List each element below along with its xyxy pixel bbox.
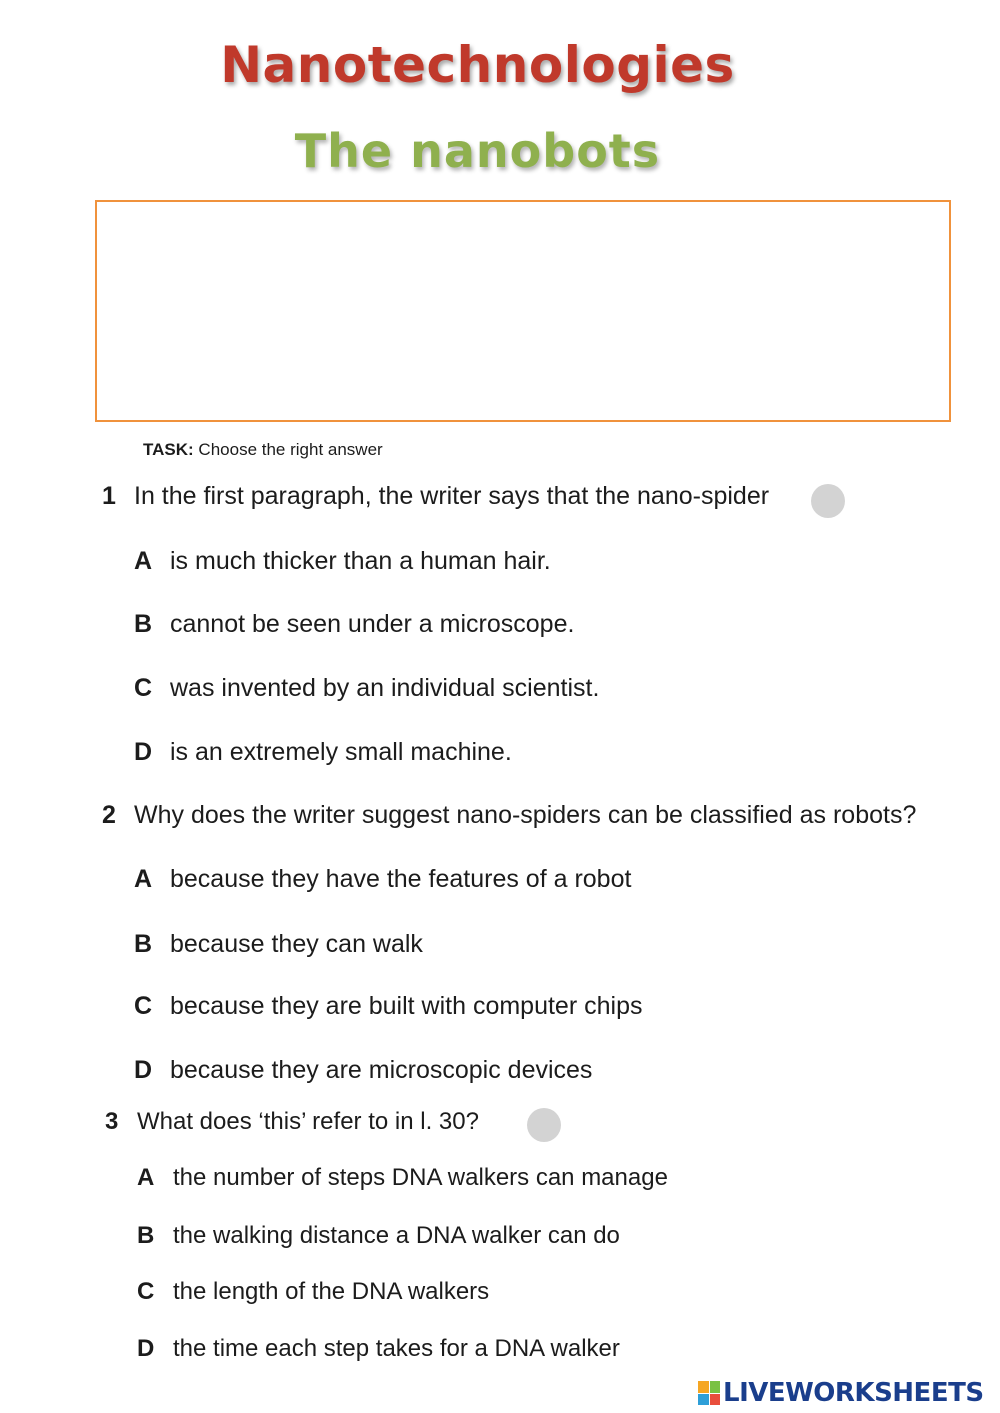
- option-letter: B: [137, 1222, 155, 1249]
- option-2c: [134, 992, 642, 1021]
- liveworksheets-logo-icon: [698, 1381, 720, 1405]
- worksheet-subtitle: The nanobots: [294, 124, 661, 178]
- option-2b: [134, 930, 423, 959]
- worksheet-title: Nanotechnologies: [220, 36, 735, 94]
- option-3d: [137, 1335, 620, 1363]
- logo-text: LIVEWORKSHEETS: [723, 1378, 984, 1408]
- answer-dropdown-3[interactable]: [527, 1108, 561, 1142]
- task-instruction: [143, 440, 383, 460]
- option-text: because they have the features of a robot: [170, 865, 632, 893]
- option-3c: [137, 1278, 489, 1306]
- option-text: because they are built with computer chips: [170, 992, 643, 1020]
- question-2: [102, 801, 916, 830]
- option-1c: [134, 674, 599, 703]
- option-3a: [137, 1164, 668, 1192]
- option-text: the length of the DNA walkers: [173, 1278, 490, 1305]
- question-text: In the first paragraph, the writer says that the nano-spider: [134, 482, 770, 510]
- option-letter: B: [134, 610, 153, 638]
- option-letter: A: [134, 547, 153, 575]
- question-number: 1: [102, 482, 116, 510]
- option-text: was invented by an individual scientist.: [170, 674, 600, 702]
- option-2a: [134, 865, 631, 894]
- option-2d: [134, 1056, 592, 1085]
- option-letter: D: [137, 1335, 155, 1362]
- task-text: Choose the right answer: [198, 440, 383, 459]
- option-letter: A: [134, 865, 153, 893]
- option-3b: [137, 1222, 620, 1250]
- question-number: 2: [102, 801, 116, 829]
- option-text: because they can walk: [170, 930, 423, 958]
- option-text: the time each step takes for a DNA walker: [173, 1335, 620, 1362]
- question-number: 3: [105, 1108, 119, 1135]
- option-1b: [134, 610, 574, 639]
- option-1d: [134, 738, 512, 767]
- liveworksheets-logo: [698, 1378, 984, 1408]
- question-text: Why does the writer suggest nano-spiders can be classified as robots?: [134, 801, 917, 829]
- option-letter: D: [134, 738, 153, 766]
- option-text: cannot be seen under a microscope.: [170, 610, 575, 638]
- option-text: because they are microscopic devices: [170, 1056, 593, 1084]
- option-letter: C: [134, 674, 153, 702]
- option-letter: D: [134, 1056, 153, 1084]
- option-text: is much thicker than a human hair.: [170, 547, 551, 575]
- option-1a: [134, 547, 551, 576]
- answer-dropdown-1[interactable]: [811, 484, 845, 518]
- reading-text-box: [95, 200, 951, 422]
- option-text: the number of steps DNA walkers can manage: [173, 1164, 668, 1191]
- question-1: [102, 482, 769, 511]
- option-letter: A: [137, 1164, 155, 1191]
- task-label: TASK:: [143, 440, 194, 459]
- option-letter: C: [137, 1278, 155, 1305]
- question-3: [105, 1108, 479, 1136]
- option-letter: C: [134, 992, 153, 1020]
- option-letter: B: [134, 930, 153, 958]
- question-text: What does ‘this’ refer to in l. 30?: [137, 1108, 479, 1135]
- option-text: is an extremely small machine.: [170, 738, 512, 766]
- option-text: the walking distance a DNA walker can do: [173, 1222, 620, 1249]
